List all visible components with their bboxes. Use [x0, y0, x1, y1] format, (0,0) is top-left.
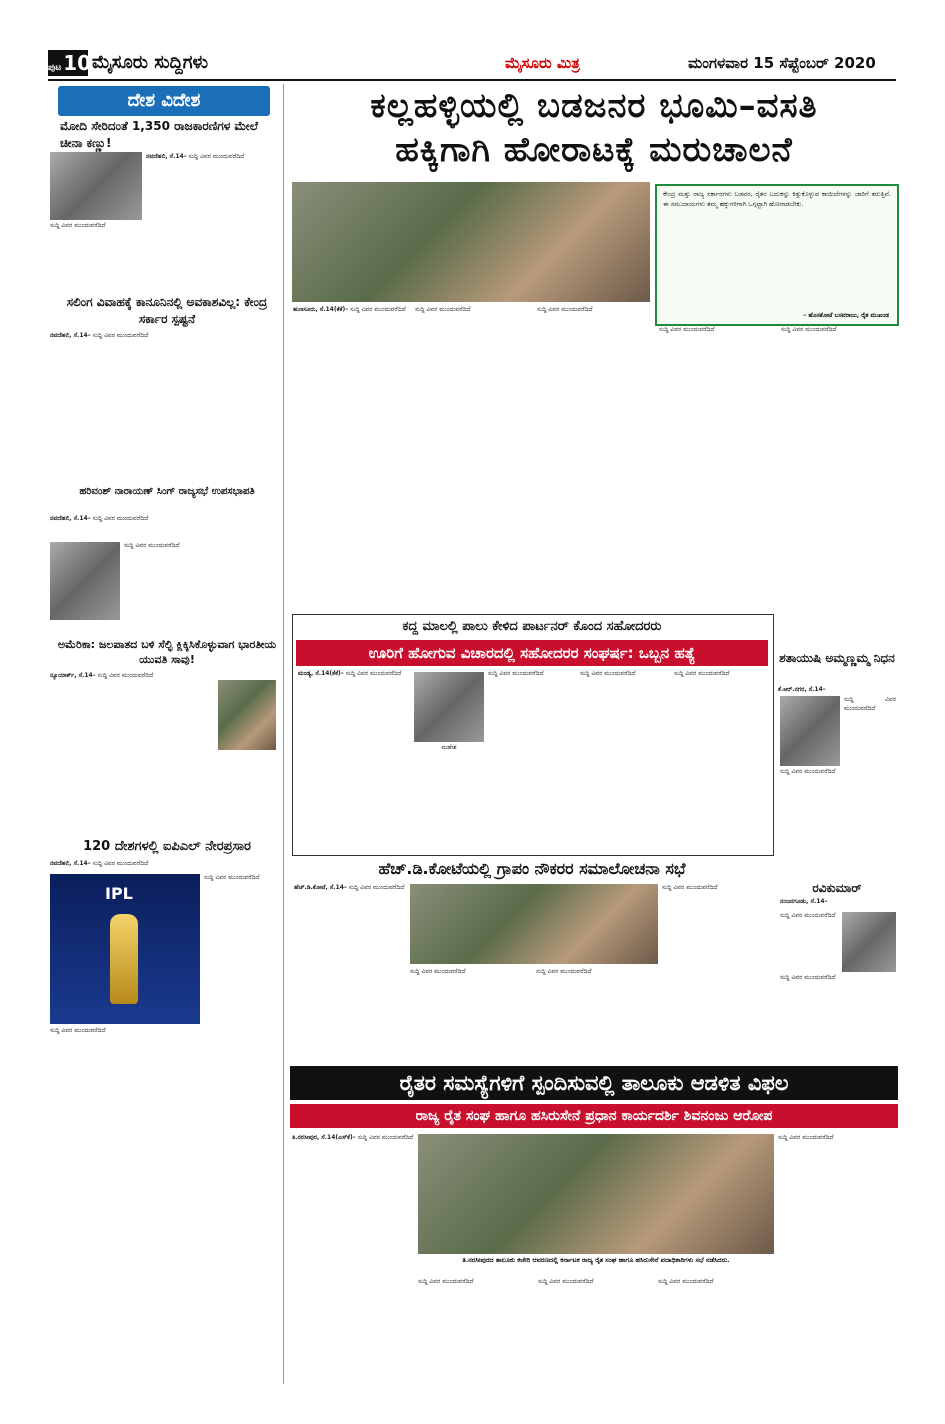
story5-body — [50, 1027, 276, 1387]
obit2-side-text: ಸುದ್ದಿ ವಿವರ ಮುಂದುವರೆದಿದೆ — [780, 912, 836, 919]
murder-kicker: ಕದ್ದ ಮಾಲಲ್ಲಿ ಪಾಲು ಕೇಳಿದ ಪಾರ್ಟನರ್ ಕೊಂದ ಸಹೋದರರು — [402, 619, 662, 634]
story1-text: ಸುದ್ದಿ ವಿವರ ಮುಂದುವರೆದಿದೆ — [188, 153, 245, 160]
obit1-side — [844, 696, 896, 766]
obit1-photo — [780, 696, 840, 766]
story5-headline: 120 ದೇಶಗಳಲ್ಲಿ ಐಪಿಎಲ್ ನೇರಪ್ರಸಾರ — [83, 839, 251, 854]
page-number: 10 — [63, 51, 92, 75]
farmers-photo-caption: ತಿ.ನರಸೀಪುರದ ತಾಲೂಕು ಕಚೇರಿ ಆವರಣದಲ್ಲಿ ಕರ್ನಾಟಕ ರಾಜ್ಯ ರೈತ ಸಂಘ ಹಾಗೂ ಹಸಿರುಸೇನೆ ಪದಾಧಿಕಾರಿಗಳು ಸಭೆ ನಡೆಸಿದರು. — [462, 1256, 730, 1264]
lead-col1-text: ಸುದ್ದಿ ವಿವರ ಮುಂದುವರೆದಿದೆ — [350, 306, 406, 313]
page-label: ಪುಟ — [48, 63, 62, 73]
story3-headline: ಹರಿವಂಶ್ ನಾರಾಯಣ್ ಸಿಂಗ್ ರಾಜ್ಯಸಭೆ ಉಪಸಭಾಪತಿ — [79, 486, 255, 497]
lead-headline-line1: ಕಲ್ಲಹಳ್ಳಿಯಲ್ಲಿ ಬಡಜನರ ಭೂಮಿ–ವಸತಿ — [370, 86, 818, 126]
lead-headline-line2: ಹಕ್ಕಿಗಾಗಿ ಹೋರಾಟಕ್ಕೆ ಮರುಚಾಲನೆ — [395, 130, 793, 170]
page-number-box — [48, 50, 92, 76]
review-photo — [410, 884, 658, 964]
victim-caption: ಮಹೇಶ — [441, 744, 457, 751]
story5-side — [204, 874, 276, 1024]
quote-box — [655, 184, 899, 326]
story5-dateline: ನವದೆಹಲಿ, ಸೆ.14– — [50, 860, 91, 867]
woman-photo — [218, 680, 276, 750]
murder-col1 — [298, 670, 410, 850]
farmers-photo — [418, 1134, 774, 1254]
story3-body — [124, 542, 276, 632]
lead-col3 — [537, 306, 655, 611]
section-title: ಮೈಸೂರು ಸುದ್ದಿಗಳು — [92, 52, 209, 73]
murder-col1-text: ಸುದ್ದಿ ವಿವರ ಮುಂದುವರೆದಿದೆ — [345, 670, 402, 677]
obit2-body — [780, 974, 896, 1064]
story1-body-cont — [50, 222, 276, 292]
review-col3-text: ಸುದ್ದಿ ವಿವರ ಮುಂದುವರೆದಿದೆ — [536, 968, 592, 975]
bottom-col3 — [538, 1278, 654, 1384]
obit2-text: ಸುದ್ದಿ ವಿವರ ಮುಂದುವರೆದಿದೆ — [780, 974, 836, 981]
lead-col3-text: ಸುದ್ದಿ ವಿವರ ಮುಂದುವರೆದಿದೆ — [537, 306, 593, 313]
obit1-intro — [778, 686, 896, 696]
bottom-col2 — [418, 1278, 534, 1384]
review-dateline: ಹೆಚ್.ಡಿ.ಕೋಟೆ, ಸೆ.14– — [294, 884, 347, 891]
story1-dateline: ನವದೆಹಲಿ, ಸೆ.14– — [146, 153, 187, 160]
murder-col3-text: ಸುದ್ದಿ ವಿವರ ಮುಂದುವರೆದಿದೆ — [580, 670, 636, 677]
bottom-col1 — [292, 1134, 414, 1384]
victim-photo — [414, 672, 484, 742]
obit2-dateline: ನಂಜನಗೂಡು, ಸೆ.14– — [780, 898, 828, 905]
story5-intro — [50, 860, 276, 874]
lead-col4 — [659, 326, 777, 611]
murder-headline: ಊರಿಗೆ ಹೋಗುವ ವಿಚಾರದಲ್ಲಿ ಸಹೋದರರ ಸಂಘರ್ಷ: ಒಬ್ಬನ ಹತ್ಯೆ — [296, 640, 768, 666]
story4-text: ಸುದ್ದಿ ವಿವರ ಮುಂದುವರೆದಿದೆ — [97, 672, 154, 679]
murder-col3 — [580, 670, 670, 850]
obit2-headline: ರವಿಕುಮಾರ್ — [812, 881, 862, 895]
trophy-icon — [110, 914, 138, 1004]
bottom-col5-text: ಸುದ್ದಿ ವಿವರ ಮುಂದುವರೆದಿದೆ — [778, 1134, 834, 1141]
story4-headline: ಅಮೆರಿಕಾ: ಜಲಪಾತದ ಬಳಿ ಸೆಲ್ಫಿ ಕ್ಲಿಕ್ಕಿಸಿಕೊಳ್ಳುವಾಗ ಭಾರತೀಯ ಯುವತಿ ಸಾವು! — [57, 638, 277, 666]
column-divider — [283, 84, 284, 1384]
review-col4-text: ಸುದ್ದಿ ವಿವರ ಮುಂದುವರೆದಿದೆ — [662, 884, 718, 891]
murder-col4-text: ಸುದ್ದಿ ವಿವರ ಮುಂದುವರೆದಿದೆ — [674, 670, 730, 677]
obit2-side — [780, 912, 838, 972]
lead-col5 — [781, 326, 895, 611]
bottom-col4-text: ಸುದ್ದಿ ವಿವರ ಮುಂದುವರೆದಿದೆ — [658, 1278, 714, 1285]
story2-dateline: ನವದೆಹಲಿ, ಸೆ.14– — [50, 332, 91, 339]
lead-dateline: ಹುಣಸೂರು, ಸೆ.14(ಕೆಕೆ)– — [293, 306, 349, 313]
story4-dateline: ನ್ಯೂಯಾರ್ಕ್, ಸೆ.14– — [50, 672, 96, 679]
story3-dateline: ನವದೆಹಲಿ, ಸೆ.14– — [50, 515, 91, 522]
story2-text: ಸುದ್ದಿ ವಿವರ ಮುಂದುವರೆದಿದೆ — [92, 332, 149, 339]
murder-dateline: ಮಂಡ್ಯ, ಸೆ.14(ಕೆಕೆ)– — [298, 670, 344, 677]
lead-col5-text: ಸುದ್ದಿ ವಿವರ ಮುಂದುವರೆದಿದೆ — [781, 326, 837, 333]
lead-col4-text: ಸುದ್ದಿ ವಿವರ ಮುಂದುವರೆದಿದೆ — [659, 326, 715, 333]
story3-text-cont: ಸುದ್ದಿ ವಿವರ ಮುಂದುವರೆದಿದೆ — [124, 542, 180, 549]
review-col4 — [662, 884, 772, 1062]
ipl-trophy-graphic — [50, 874, 200, 1024]
harivansh-photo — [50, 542, 120, 620]
issue-date: ಮಂಗಳವಾರ 15 ಸೆಪ್ಟೆಂಬರ್ 2020 — [688, 54, 876, 72]
story2-headline: ಸಲಿಂಗ ವಿವಾಹಕ್ಕೆ ಕಾನೂನಿನಲ್ಲಿ ಅವಕಾಶವಿಲ್ಲ: ಕೇಂದ್ರ ಸರ್ಕಾರ ಸ್ಪಷ್ಟನೆ — [66, 295, 268, 326]
obit2-intro — [780, 898, 896, 908]
obit1-headline: ಶತಾಯುಷಿ ಅಮ್ಮಣ್ಣಮ್ಮ ನಿಧನ — [779, 651, 895, 665]
bottom-col5 — [778, 1134, 896, 1384]
obit1-body — [780, 768, 896, 878]
story5-text: ಸುದ್ದಿ ವಿವರ ಮುಂದುವರೆದಿದೆ — [92, 860, 149, 867]
story1-text-cont: ಸುದ್ದಿ ವಿವರ ಮುಂದುವರೆದಿದೆ — [50, 222, 106, 229]
review-col1-text: ಸುದ್ದಿ ವಿವರ ಮುಂದುವರೆದಿದೆ — [348, 884, 405, 891]
murder-col4 — [674, 670, 768, 850]
bottom-dateline: ತಿ.ನರಸೀಪುರ, ಸೆ.14(ಎಸ್‌ಕೆ)– — [292, 1134, 356, 1141]
story3-intro — [50, 515, 276, 540]
review-col2-text: ಸುದ್ದಿ ವಿವರ ಮುಂದುವರೆದಿದೆ — [410, 968, 466, 975]
bottom-col3-text: ಸುದ್ದಿ ವಿವರ ಮುಂದುವರೆದಿದೆ — [538, 1278, 594, 1285]
lead-col2-text: ಸುದ್ದಿ ವಿವರ ಮುಂದುವರೆದಿದೆ — [415, 306, 471, 313]
story5-text-cont: ಸುದ್ದಿ ವಿವರ ಮುಂದುವರೆದಿದೆ — [50, 1027, 106, 1034]
masthead-brand: ಮೈಸೂರು ಮಿತ್ರ — [505, 54, 580, 72]
murder-col2-text: ಸುದ್ದಿ ವಿವರ ಮುಂದುವರೆದಿದೆ — [488, 670, 544, 677]
review-col1 — [294, 884, 406, 1062]
ipl-logo: IPL — [105, 884, 133, 903]
story1-body — [146, 153, 276, 221]
obit1-text: ಸುದ್ದಿ ವಿವರ ಮುಂದುವರೆದಿದೆ — [780, 768, 836, 775]
obit1-dateline: ಕೆ.ಆರ್.ನಗರ, ಸೆ.14– — [778, 686, 826, 693]
story4-body — [50, 672, 215, 832]
bottom-col1-text: ಸುದ್ದಿ ವಿವರ ಮುಂದುವರೆದಿದೆ — [357, 1134, 414, 1141]
bottom-headline: ರೈತರ ಸಮಸ್ಯೆಗಳಿಗೆ ಸ್ಪಂದಿಸುವಲ್ಲಿ ತಾಲೂಕು ಆಡಳಿತ ವಿಫಲ — [290, 1066, 898, 1100]
lead-col1 — [293, 306, 411, 611]
story5-side-text: ಸುದ್ದಿ ವಿವರ ಮುಂದುವರೆದಿದೆ — [204, 874, 260, 881]
meeting-photo — [292, 182, 650, 302]
bottom-col4 — [658, 1278, 774, 1384]
review-col3 — [536, 968, 658, 1062]
murder-col2 — [488, 670, 576, 850]
quote-author: – ಹೊಸಕೋಟೆ ಬಸವರಾಜು, ರೈತ ಮುಖಂಡ — [803, 312, 889, 319]
obit1-side-text: ಸುದ್ದಿ ವಿವರ ಮುಂದುವರೆದಿದೆ — [844, 696, 896, 712]
bottom-col2-text: ಸುದ್ದಿ ವಿವರ ಮುಂದುವರೆದಿದೆ — [418, 1278, 474, 1285]
story2-body — [50, 332, 276, 482]
bottom-subheadline: ರಾಜ್ಯ ರೈತ ಸಂಘ ಹಾಗೂ ಹಸಿರುಸೇನೆ ಪ್ರಧಾನ ಕಾರ್ಯದರ್ಶಿ ಶಿವನಂಜು ಆರೋಪ — [290, 1104, 898, 1128]
review-col2 — [410, 968, 532, 1062]
lead-col2 — [415, 306, 533, 611]
desh-videsh-banner: ದೇಶ ವಿದೇಶ — [58, 86, 270, 116]
story1-headline: ಮೋದಿ ಸೇರಿದಂತೆ 1,350 ರಾಜಕಾರಣಿಗಳ ಮೇಲೆ ಚೀನಾ ಕಣ್ಣು! — [60, 119, 259, 150]
politicians-photo — [50, 152, 142, 220]
review-headline: ಹೆಚ್.ಡಿ.ಕೋಟೆಯಲ್ಲಿ ಗ್ರಾಪಂ ನೌಕರರ ಸಮಾಲೋಚನಾ ಸಭೆ — [378, 859, 686, 878]
obit2-photo — [842, 912, 896, 972]
quote-text: ಕೇಂದ್ರ ಮತ್ತು ರಾಜ್ಯ ಸರ್ಕಾರಗಳು ಬಡವರ, ರೈತರ ಬದುಕನ್ನು ಕಿತ್ತುಕೊಳ್ಳುವ ಕಾಯಿದೆಗಳನ್ನು ಜಾರಿಗೆ ತರುತ್ತಿವೆ. ಈ ಸಮುದಾಯಗಳು ತಮ್ಮ ಹಕ್ಕುಗಳಿಗಾಗಿ ಒಗ್ಗಟ್ಟಾಗಿ ಹೋರಾಡಬೇಕು. — [663, 190, 891, 208]
story3-text: ಸುದ್ದಿ ವಿವರ ಮುಂದುವರೆದಿದೆ — [92, 515, 149, 522]
header-rule — [48, 79, 896, 81]
